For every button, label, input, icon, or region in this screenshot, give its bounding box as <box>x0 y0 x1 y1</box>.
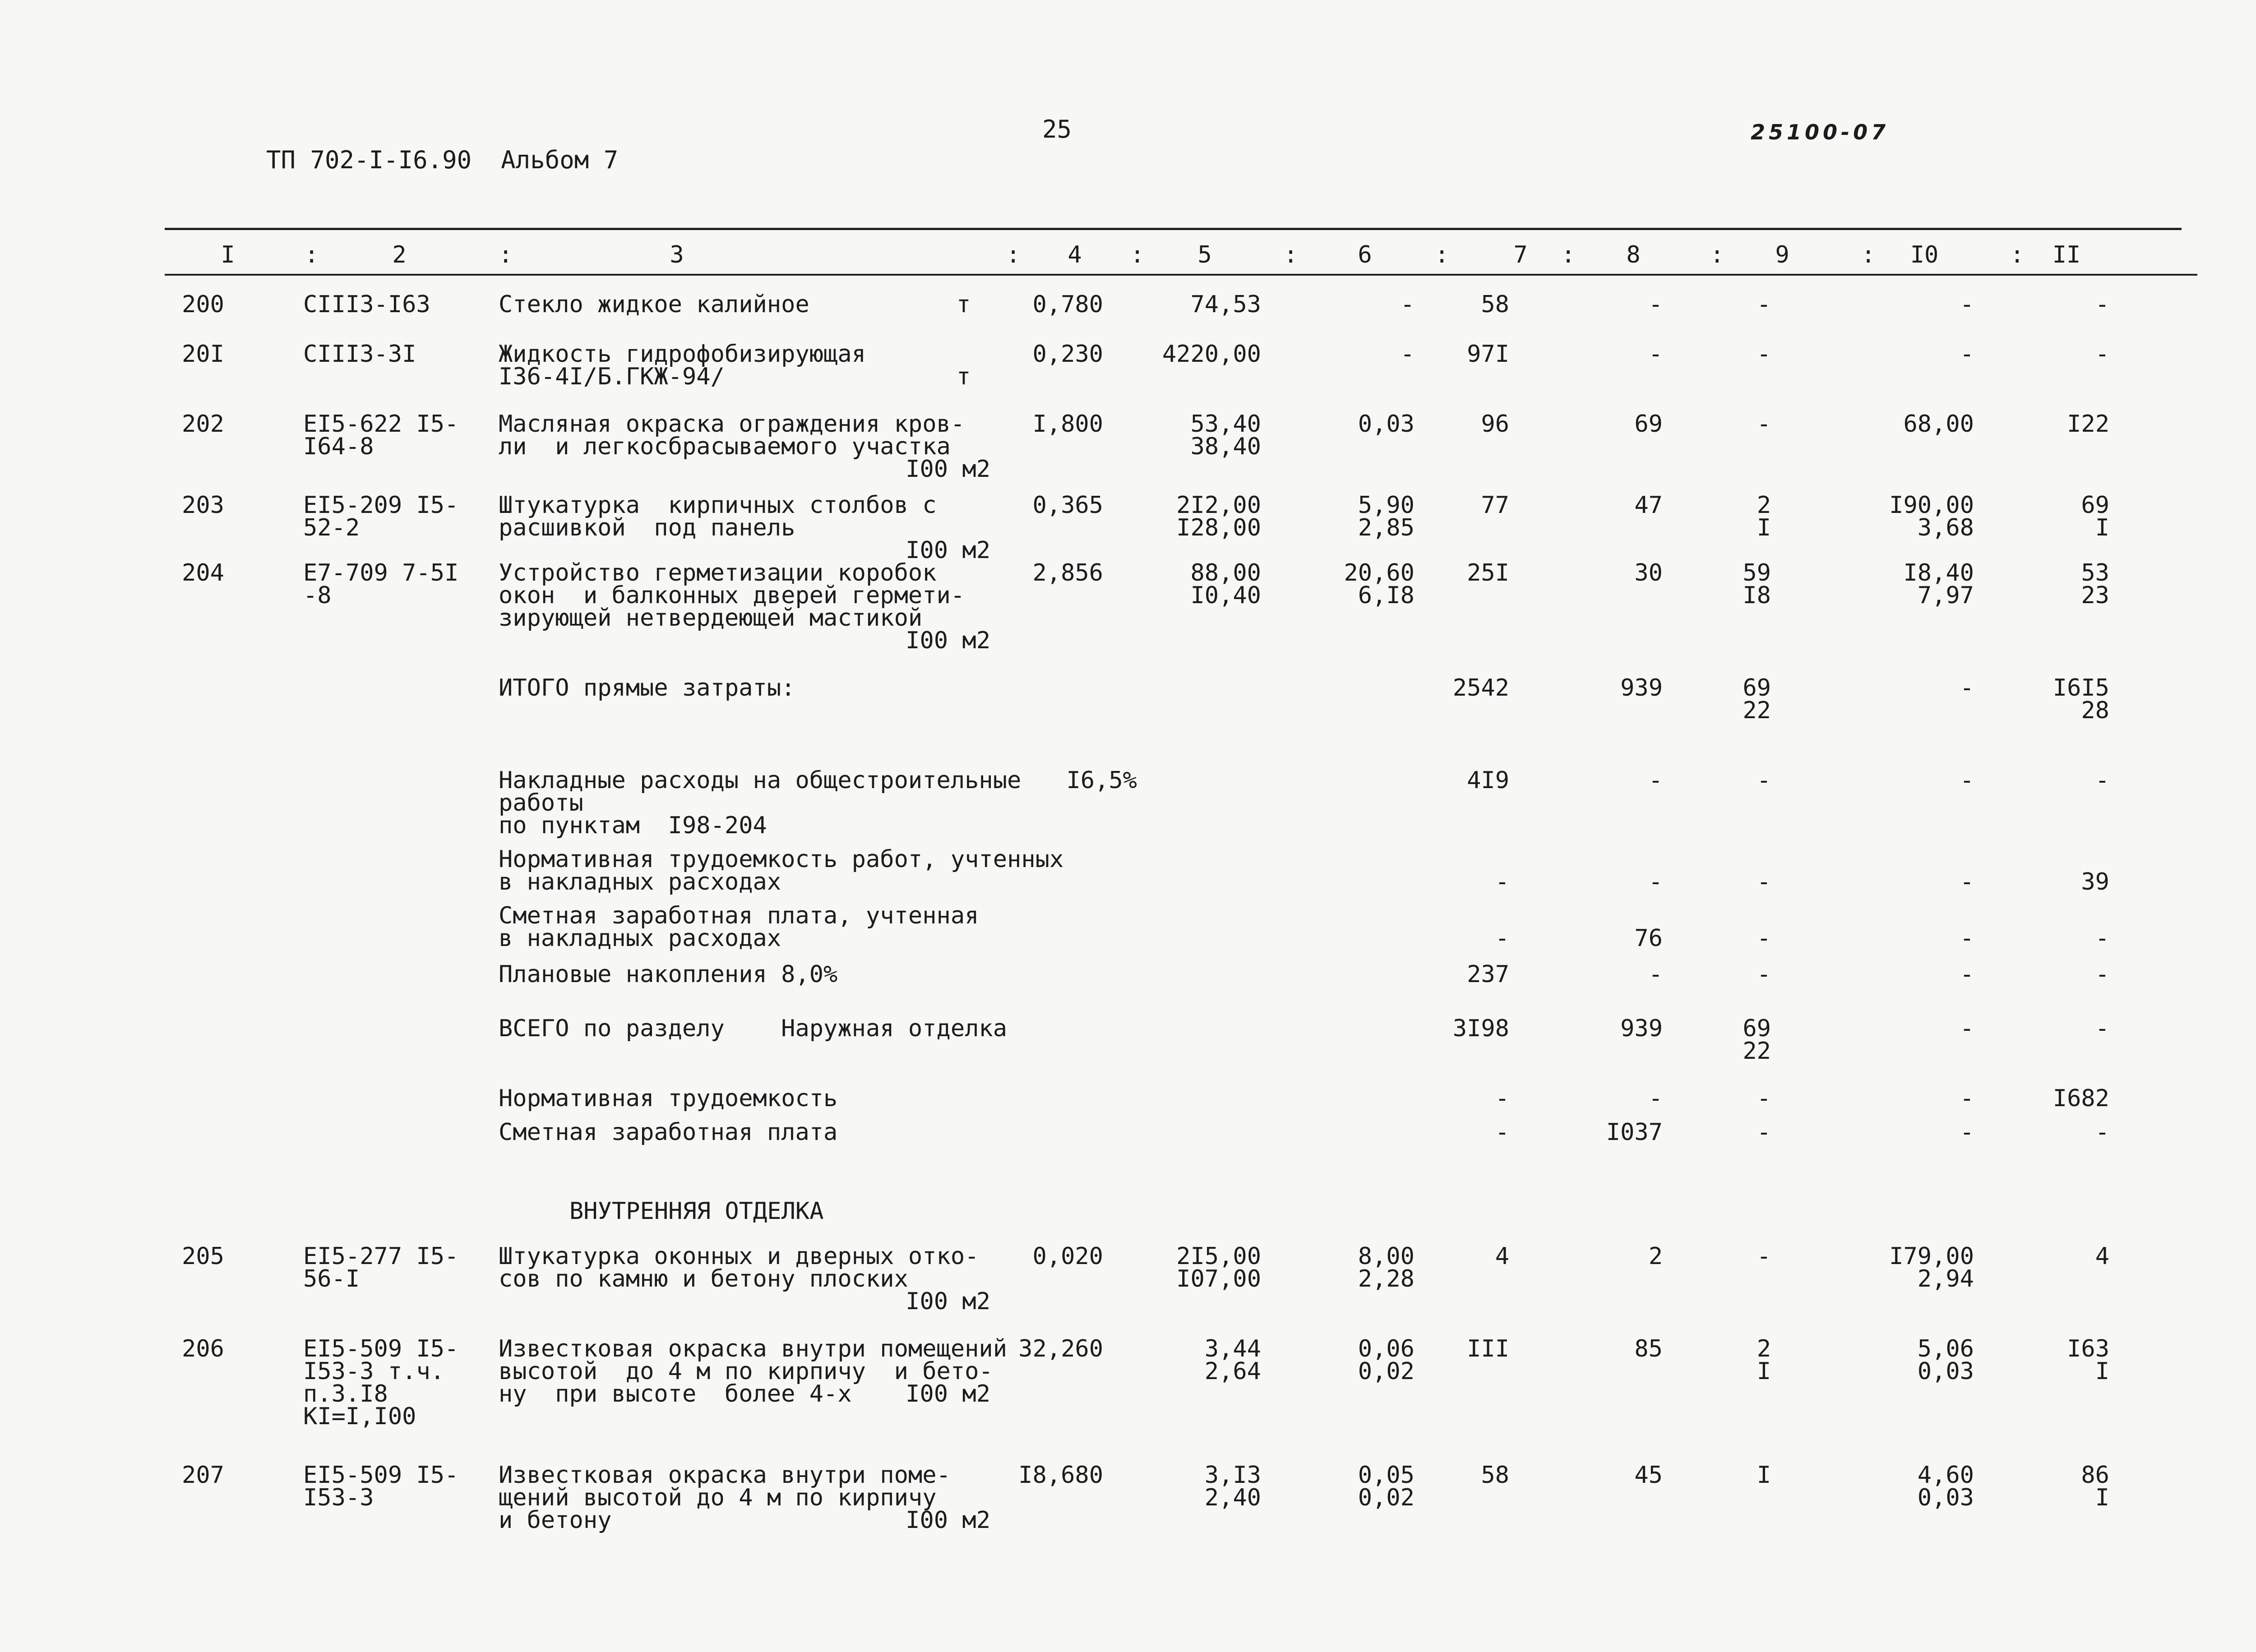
description-line: высотой до 4 м по кирпичу и бето- <box>499 1358 993 1385</box>
summary-wages: 939 <box>1620 674 1663 701</box>
summary-machine: - <box>1757 925 1771 952</box>
row-number: 202 <box>182 411 224 438</box>
column-header: 4 <box>1068 241 1082 268</box>
wage-unit: - <box>1400 291 1415 318</box>
quantity: 0,020 <box>1032 1243 1103 1270</box>
labor-unit: I8,40 <box>1903 559 1974 586</box>
unit-label: т <box>957 363 971 390</box>
summary-rate: I6,5% <box>1066 767 1137 794</box>
description-line: Стекло жидкое калийное <box>499 291 809 318</box>
summary-labor-unit: - <box>1960 925 1974 952</box>
summary-total: 2542 <box>1452 674 1509 701</box>
description-line: щений высотой до 4 м по кирпичу <box>499 1484 937 1511</box>
column-separator: : <box>1435 241 1449 268</box>
column-separator: : <box>305 241 319 268</box>
summary-total: 4I9 <box>1467 767 1509 794</box>
summary-wages: - <box>1648 961 1663 988</box>
summary-wages: 939 <box>1620 1015 1663 1042</box>
unit-cost: 38,40 <box>1190 433 1261 460</box>
unit-cost: 2,40 <box>1204 1484 1261 1511</box>
machine-cost: - <box>1757 341 1771 368</box>
machine-cost: I8 <box>1743 582 1771 609</box>
code-line: I53-3 т.ч. <box>303 1358 445 1385</box>
column-header: II <box>2052 241 2081 268</box>
total-cost: 4 <box>1495 1243 1509 1270</box>
unit-cost: I0,40 <box>1190 582 1261 609</box>
summary-machine: - <box>1757 767 1771 794</box>
summary-label: Нормативная трудоемкость работ, учтенных <box>499 846 1064 873</box>
summary-label: в накладных расходах <box>499 868 781 895</box>
quantity: 2,856 <box>1032 559 1103 586</box>
page-number: 25 <box>1042 115 1072 143</box>
summary-label: Плановые накопления 8,0% <box>499 961 838 988</box>
description-line: ли и легкосбрасываемого участка <box>499 433 951 460</box>
labor-total: I63 <box>2067 1335 2109 1362</box>
quantity: I,800 <box>1032 411 1103 438</box>
row-number: 204 <box>182 559 224 586</box>
column-separator: : <box>499 241 513 268</box>
code-line: КI=I,I00 <box>303 1403 416 1430</box>
unit-cost: I07,00 <box>1176 1265 1261 1292</box>
summary-machine: - <box>1757 1085 1771 1112</box>
summary-labor-total: - <box>2095 961 2109 988</box>
wages: 30 <box>1634 559 1663 586</box>
column-separator: : <box>1284 241 1298 268</box>
summary-label: Накладные расходы на общестроительные <box>499 767 1022 794</box>
quantity: 0,365 <box>1032 492 1103 519</box>
wages: 45 <box>1634 1462 1663 1489</box>
code-line: ЕI5-509 I5- <box>303 1335 459 1362</box>
code-line: ЕI5-509 I5- <box>303 1462 459 1489</box>
summary-wages: I037 <box>1606 1119 1663 1146</box>
labor-unit: 68,00 <box>1903 411 1974 438</box>
labor-total: 69 <box>2081 492 2109 519</box>
summary-label: Нормативная трудоемкость <box>499 1085 838 1112</box>
wages: - <box>1648 291 1663 318</box>
wages: 47 <box>1634 492 1663 519</box>
wages: 2 <box>1648 1243 1663 1270</box>
description-line: зирующей нетвердеющей мастикой <box>499 605 923 632</box>
unit-cost: 3,44 <box>1204 1335 1261 1362</box>
column-header: 9 <box>1775 241 1789 268</box>
summary-labor-unit: - <box>1960 767 1974 794</box>
summary-total: - <box>1495 925 1509 952</box>
code-line: ЕI5-209 I5- <box>303 492 459 519</box>
unit-cost: I28,00 <box>1176 514 1261 541</box>
machine-cost: 59 <box>1743 559 1771 586</box>
labor-total: I22 <box>2067 411 2109 438</box>
row-number: 207 <box>182 1462 224 1489</box>
description-line: Штукатурка кирпичных столбов с <box>499 492 937 519</box>
labor-unit: 0,03 <box>1917 1484 1974 1511</box>
description-line: Известковая окраска внутри помещений <box>499 1335 1008 1362</box>
summary-labor-unit: - <box>1960 1085 1974 1112</box>
labor-total: I <box>2095 514 2109 541</box>
summary-label: ВСЕГО по разделу Наружная отделка <box>499 1015 1008 1042</box>
unit-label: I00 м2 <box>906 1380 990 1407</box>
unit-cost: 74,53 <box>1190 291 1261 318</box>
summary-wages: - <box>1648 868 1663 895</box>
summary-labor-total: 28 <box>2081 697 2109 724</box>
description-line: Масляная окраска ограждения кров- <box>499 411 965 438</box>
summary-machine: - <box>1757 868 1771 895</box>
row-number: 20I <box>182 341 224 368</box>
description-line: ну при высоте более 4-х <box>499 1380 852 1407</box>
labor-unit: I90,00 <box>1889 492 1974 519</box>
column-header: 2 <box>392 241 407 268</box>
summary-total: - <box>1495 868 1509 895</box>
summary-labor-total: - <box>2095 925 2109 952</box>
summary-label: Сметная заработная плата, учтенная <box>499 902 979 929</box>
quantity: I8,680 <box>1018 1462 1103 1489</box>
description-line: Жидкость гидрофобизирующая <box>499 341 866 368</box>
unit-cost: 2I5,00 <box>1176 1243 1261 1270</box>
labor-total: - <box>2095 341 2109 368</box>
labor-unit: 3,68 <box>1917 514 1974 541</box>
labor-total: - <box>2095 291 2109 318</box>
summary-machine: 69 <box>1743 1015 1771 1042</box>
total-cost: III <box>1467 1335 1509 1362</box>
column-separator: : <box>1006 241 1021 268</box>
wage-unit: 0,05 <box>1358 1462 1415 1489</box>
total-cost: 58 <box>1481 291 1509 318</box>
wage-unit: 0,06 <box>1358 1335 1415 1362</box>
summary-total: 237 <box>1467 961 1509 988</box>
description-line: сов по камню и бетону плоских <box>499 1265 908 1292</box>
code-line: 52-2 <box>303 514 360 541</box>
machine-cost: I <box>1757 1462 1771 1489</box>
summary-labor-total: I682 <box>2053 1085 2109 1112</box>
row-number: 206 <box>182 1335 224 1362</box>
row-number: 200 <box>182 291 224 318</box>
summary-machine: 22 <box>1743 1038 1771 1065</box>
column-separator: : <box>1561 241 1576 268</box>
description-line: Штукатурка оконных и дверных отко- <box>499 1243 979 1270</box>
summary-total: 3I98 <box>1452 1015 1509 1042</box>
wage-unit: 0,03 <box>1358 411 1415 438</box>
summary-labor-unit: - <box>1960 1015 1974 1042</box>
section-title: ВНУТРЕННЯЯ ОТДЕЛКА <box>569 1198 824 1225</box>
summary-wages: 76 <box>1634 925 1663 952</box>
description-line: окон и балконных дверей гермети- <box>499 582 965 609</box>
labor-unit: 5,06 <box>1917 1335 1974 1362</box>
column-header: 5 <box>1197 241 1212 268</box>
unit-label: I00 м2 <box>906 456 990 483</box>
summary-machine: 69 <box>1743 674 1771 701</box>
wage-unit: 0,02 <box>1358 1358 1415 1385</box>
labor-unit: 2,94 <box>1917 1265 1974 1292</box>
unit-label: I00 м2 <box>906 537 990 564</box>
column-separator: : <box>2010 241 2025 268</box>
wage-unit: - <box>1400 341 1415 368</box>
wage-unit: 2,85 <box>1358 514 1415 541</box>
summary-labor-total: I6I5 <box>2053 674 2109 701</box>
labor-total: 86 <box>2081 1462 2109 1489</box>
summary-labor-unit: - <box>1960 1119 1974 1146</box>
summary-labor-total: - <box>2095 1119 2109 1146</box>
machine-cost: - <box>1757 1243 1771 1270</box>
description-line: Известковая окраска внутри поме- <box>499 1462 951 1489</box>
machine-cost: I <box>1757 1358 1771 1385</box>
summary-labor-unit: - <box>1960 674 1974 701</box>
column-header: 8 <box>1626 241 1641 268</box>
code-line: -8 <box>303 582 332 609</box>
code-line: СIII3-I63 <box>303 291 430 318</box>
code-line: ЕI5-277 I5- <box>303 1243 459 1270</box>
machine-cost: - <box>1757 291 1771 318</box>
summary-label: по пунктам I98-204 <box>499 812 767 839</box>
description-line: I36-4I/Б.ГКЖ-94/ <box>499 363 725 390</box>
table-top-rule <box>165 228 2182 230</box>
wage-unit: 0,02 <box>1358 1484 1415 1511</box>
unit-cost: 88,00 <box>1190 559 1261 586</box>
labor-total: 53 <box>2081 559 2109 586</box>
unit-label: I00 м2 <box>906 1507 990 1534</box>
code-line: СIII3-3I <box>303 341 416 368</box>
machine-cost: 2 <box>1757 1335 1771 1362</box>
summary-machine: - <box>1757 1119 1771 1146</box>
code-line: I64-8 <box>303 433 374 460</box>
summary-wages: - <box>1648 767 1663 794</box>
column-header: 7 <box>1513 241 1528 268</box>
unit-cost: 3,I3 <box>1204 1462 1261 1489</box>
row-number: 203 <box>182 492 224 519</box>
wage-unit: 2,28 <box>1358 1265 1415 1292</box>
labor-unit: - <box>1960 341 1974 368</box>
code-line: Е7-709 7-5I <box>303 559 459 586</box>
unit-cost: 2,64 <box>1204 1358 1261 1385</box>
labor-total: 23 <box>2081 582 2109 609</box>
summary-wages: - <box>1648 1085 1663 1112</box>
labor-unit: I79,00 <box>1889 1243 1974 1270</box>
column-separator: : <box>1861 241 1876 268</box>
machine-cost: 2 <box>1757 492 1771 519</box>
wages: 69 <box>1634 411 1663 438</box>
summary-labor-total: - <box>2095 1015 2109 1042</box>
summary-labor-unit: - <box>1960 868 1974 895</box>
summary-labor-total: - <box>2095 767 2109 794</box>
summary-label: Сметная заработная плата <box>499 1119 838 1146</box>
summary-labor-unit: - <box>1960 961 1974 988</box>
column-separator: : <box>1710 241 1724 268</box>
unit-cost: 53,40 <box>1190 411 1261 438</box>
summary-label: ИТОГО прямые затраты: <box>499 674 795 701</box>
unit-label: I00 м2 <box>906 1288 990 1315</box>
quantity: 0,780 <box>1032 291 1103 318</box>
summary-label: работы <box>499 789 583 817</box>
total-cost: 25I <box>1467 559 1509 586</box>
labor-total: I <box>2095 1358 2109 1385</box>
wage-unit: 6,I8 <box>1358 582 1415 609</box>
unit-label: т <box>957 291 971 318</box>
archive-stamp: 25100-07 <box>1751 120 1890 144</box>
document-reference: ТП 702-I-I6.90 Альбом 7 <box>266 146 619 174</box>
summary-label: в накладных расходах <box>499 925 781 952</box>
column-separator: : <box>1130 241 1145 268</box>
description-line: расшивкой под панель <box>499 514 795 541</box>
total-cost: 58 <box>1481 1462 1509 1489</box>
labor-unit: 0,03 <box>1917 1358 1974 1385</box>
summary-machine: 22 <box>1743 697 1771 724</box>
column-header: 3 <box>670 241 684 268</box>
wage-unit: 5,90 <box>1358 492 1415 519</box>
column-header: I0 <box>1910 241 1939 268</box>
code-line: ЕI5-622 I5- <box>303 411 459 438</box>
description-line: Устройство герметизации коробок <box>499 559 937 586</box>
code-line: I53-3 <box>303 1484 374 1511</box>
summary-labor-total: 39 <box>2081 868 2109 895</box>
code-line: 56-I <box>303 1265 360 1292</box>
labor-total: I <box>2095 1484 2109 1511</box>
total-cost: 77 <box>1481 492 1509 519</box>
labor-unit: 4,60 <box>1917 1462 1974 1489</box>
column-header: I <box>221 241 235 268</box>
description-line: и бетону <box>499 1507 612 1534</box>
unit-cost: 4220,00 <box>1162 341 1261 368</box>
wages: 85 <box>1634 1335 1663 1362</box>
wages: - <box>1648 341 1663 368</box>
labor-total: 4 <box>2095 1243 2109 1270</box>
labor-unit: - <box>1960 291 1974 318</box>
machine-cost: I <box>1757 514 1771 541</box>
wage-unit: 20,60 <box>1344 559 1415 586</box>
summary-total: - <box>1495 1119 1509 1146</box>
machine-cost: - <box>1757 411 1771 438</box>
summary-machine: - <box>1757 961 1771 988</box>
labor-unit: 7,97 <box>1917 582 1974 609</box>
column-header: 6 <box>1358 241 1372 268</box>
code-line: п.3.I8 <box>303 1380 388 1407</box>
unit-cost: 2I2,00 <box>1176 492 1261 519</box>
wage-unit: 8,00 <box>1358 1243 1415 1270</box>
quantity: 32,260 <box>1018 1335 1103 1362</box>
row-number: 205 <box>182 1243 224 1270</box>
summary-total: - <box>1495 1085 1509 1112</box>
quantity: 0,230 <box>1032 341 1103 368</box>
total-cost: 96 <box>1481 411 1509 438</box>
total-cost: 97I <box>1467 341 1509 368</box>
table-header-rule <box>165 274 2197 276</box>
unit-label: I00 м2 <box>906 627 990 654</box>
